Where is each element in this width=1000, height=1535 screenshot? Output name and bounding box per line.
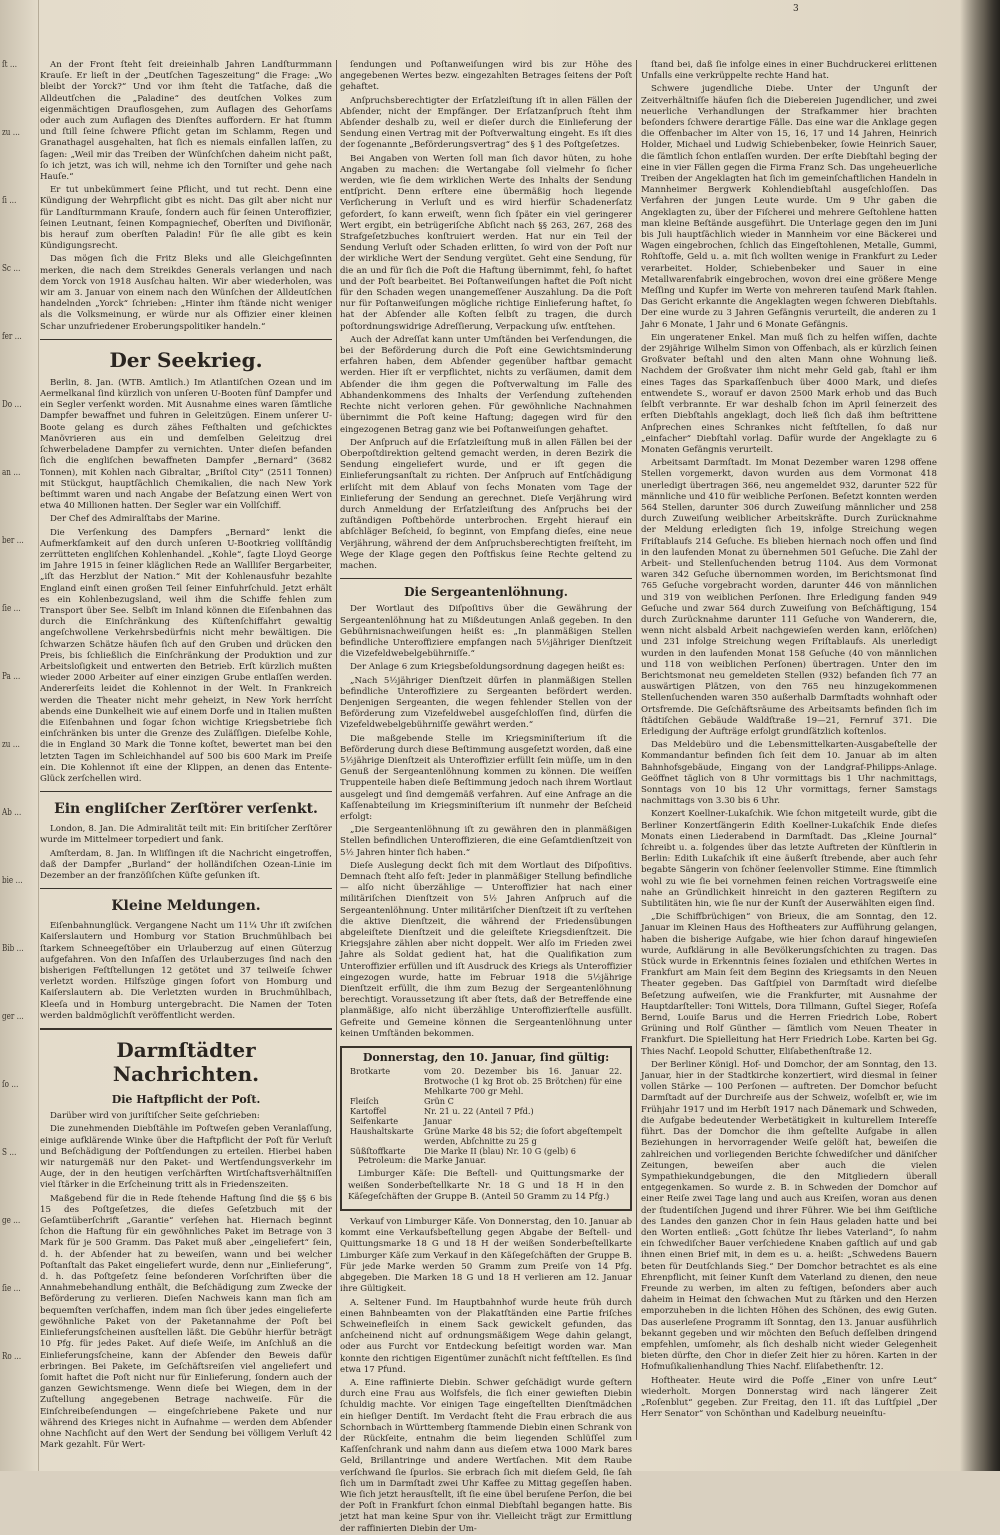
paragraph: Das Meldebüro und die Lebensmittelkarten-Ausgabeſtelle der Kommandantur befinden ſich ſeit dem 10. Januar ab im alten Bahnhofsgebäude, Eingang von der Landgraf-Philipps-Anlage. Geöffnet täglich von 8 Uhr vormittags bis 1 Uhr nachmittags, Sonntags von 10 bis 12 Uhr vormittags, ferner Samstags nachmittags von 3.30 bis 6 Uhr. [641, 740, 937, 807]
paragraph: Hoftheater. Heute wird die Poſſe „Einer von unſre Leut“ wiederholt. Morgen Donnerstag wird nach längerer Zeit „Roſenblut“ gegeben. Zur Freitag, den 11. iſt das Luſtſpiel „Der Herr Senator“ von Schönthan und Kadelburg neueinſtu- [641, 1375, 937, 1420]
paragraph: Die maßgebende Stelle im Kriegsminiſterium iſt die Beförderung durch diese Beſtimmung ausgeſetzt worden, daß eine 5½jährige Dienſtzeit als Unteroffizier erfüllt ſein müſſe, um in den Genuß der Sergeantenlöhnung kommen zu können. Die weiſſen Truppenteile haben dieſe Beſtimmung jedoch nach ihrem Wortlaut ausgelegt und ſind demgemäß verfahren. Auf eine Anfrage an die Kaſſenabteilung im Kriegsminiſterium iſt nunmehr der Beſcheid erfolgt: [340, 733, 632, 822]
ration-row [348, 1126, 624, 1146]
binding-fragment: ber … [2, 536, 24, 546]
paragraph: Der Wortlaut des Diſpoſitivs über die Gewährung der Sergeantenlöhnung hat zu Mißdeutungen Anlaß gegeben. In den Gebührnisnachweiſungen heißt es: „In planmäßigen Stellen befindliche Unteroffiziere empfangen nach 5½jähriger Dienſtzeit die Vizefeldwebelgebührniſſe.“ [340, 604, 632, 660]
ration-card-value: Januar [424, 1116, 452, 1127]
binding-fragment: ſo … [2, 1080, 19, 1090]
heading-kleine-meldungen: Kleine Meldungen. [111, 898, 261, 915]
page-number: 3 [793, 4, 799, 14]
binding-fragment: zu … [2, 128, 20, 138]
binding-fragment: zu … [2, 740, 20, 750]
paragraph: Bei Angaben von Werten ſoll man ſich davor hüten, zu hohe Angaben zu machen: die Wertangabe ſoll vielmehr ſo ſicher werden, wie ſie dem wirklichen Werte des Inhalts der Sendung entſpricht. Denn erſtere eine übermäßig hoch liegende Verſicherung in Verluſt und es wird hierfür Schadenerſatz gefordert, ſo kann erweiſt, wenn ſich ſpäter ein viel geringerer Wert ergibt, ein betrügeriſche Abſicht nach §§ 263, 267, 268 des Strafgeſetzbuches konſtruiert werden. Hat nur ein Teil der Sendung Verluſt oder Schaden erlitten, ſo wird von der Poſt nur der wirkliche Wert der Sendung vergütet. Geht eine Sendung, für die an und für ſich die Poſt die Haftung übernimmt, fehl, ſo haftet und der Poſt bearbeitet. Bei Poſtanweiſungen haftet die Poſt nicht für den Schaden wegen unangemeſſener Auszahlung. Da die Poſt nur für Poſtanweiſungen mögliche richtige Einlieferung haftet, ſo hat der Abſender alle Koſten ſelbſt zu tragen, die durch poſtordnungswidrige Adreſſierung, Verpackung uſw. entſtehen. [340, 153, 632, 332]
paragraph: Der Berliner Königl. Hof- und Domchor, der am Sonntag, den 13. Januar, hier in der Stadtkirche konzertiert, wird diesmal in ſeiner vollen Stärke — 100 Perſonen — auftreten. Der Domchor beſucht Darmſtadt auf der Durchreiſe aus der Schweiz, woſelbſt er, wie im Frühjahr 1917 und im Herbſt 1917 nach Dänemark und Schweden, die Aufgabe bedeutender Werbetätigkeit in kulturellem Intereſſe führt. Das der Domchor die ihm geſtellte Aufgabe in allen Beziehungen in hervorragender Weiſe gelöſt hat, beweiſen die zahlreichen und vorliegenden Berichte ſchwediſcher und däniſcher Zeitungen, beweiſen aber auch die vielen Sympathiekundgebungen, die den Mitgliedern überall entgegenkamen. So wurde z. B. in Schweden der Domchor auf einer Reiſe zwei Tage lang und auch aus Kreiſen, woran aus denen der ſtudentiſchen Jugend und ihrer Führer. Wie bei ihm Geiſtliche des Landes den ganzen Chor in ſein Haus geladen hatte und bei den Worten entließ: „Gott ſchütze Ihr liebes Vaterland“, ſo nahm ein ſchwediſcher Bauer verſchiedene Knaben gaſtlich auf und gab ihnen einen Brief mit, in dem es u. a. heißt: „Schwedens Bauern beten für Deutſchlands Sieg.“ Der Domchor betrachtet es als eine Ehrenpflicht, mit ſeiner Kunſt dem Vaterland zu dienen, den neue Freunde zu werben, im alten zu feſtigen, beſonders aber auch daheim in Heimat den ſchwachen Mut zu ſtärken und den Herzen emporzuheben in die lichten Höhen des Schönen, des ewig Guten. Das auserleſene Programm iſt Sonntag, den 13. Januar ausführlich bekannt gegeben und wir möchten den Beſuch deſſelben dringend empfehlen, umſomehr, als ſich deshalb nicht wieder Gelegenheit bieten dürfte, den Chor in dieſer Zeit hier zu hören. Karten in der Hofmuſikalienhandlung Thies Nachf. Eliſabethenſtr. 12. [641, 1059, 937, 1373]
ration-row [348, 1116, 624, 1126]
heading-darmstaedter-nachrichten: Darmſtädter Nachrichten. [112, 1038, 260, 1087]
paragraph: Der Anſpruch auf die Erſatzleiſtung muß in allen Fällen bei der Oberpoſtdirektion geltend gemacht werden, in deren Bezirk die Sendung eingeliefert wurde, und er iſt gegen die Einlieferungsanſtalt zu richten. Der Anſpruch auf Entſchädigung erliſcht mit dem Ablauf von ſechs Monaten vom Tage der Einlieferung der Sendung an gerechnet. Dieſe Verjährung wird durch Anmeldung der Erſatzleiſtung des Anſpruchs bei der zuſtändigen Poſtbehörde unterbrochen. Ergeht hierauf ein abſchläger Beſcheid, ſo beginnt, von Empfang dieſes, eine neue Verjährung, während der dem Anſpruchsberechtigten freiſteht, im Wege der Klage gegen den Poſtfiskus ſeine Rechte geltend zu machen. [340, 437, 632, 571]
paragraph: ſendungen und Poſtanweiſungen wird bis zur Höhe des angegebenen Wertes bezw. eingezahlten Betrages ſeitens der Poſt gehaftet. [340, 60, 632, 93]
ration-card-name: Brotkarte [350, 1066, 391, 1077]
binding-fragment: ſie … [2, 1284, 21, 1294]
binding-fragment: Bib … [2, 944, 24, 954]
binding-fragment: ge … [2, 1216, 21, 1226]
paragraph: London, 8. Jan. Die Admiralität teilt mit: Ein britiſcher Zerſtörer wurde im Mittelmeer torpediert und ſank. [40, 824, 332, 846]
column-rule [636, 60, 637, 1440]
ration-notes [348, 1156, 624, 1203]
paragraph: Amſterdam, 8. Jan. In Wliſſingen iſt die Nachricht eingetroffen, daß der Dampfer „Burland“ der holländiſchen Ozean-Linie im Dezember an der franzöſiſchen Küſte geſunken iſt. [40, 848, 332, 881]
paragraph: Eiſenbahnunglück. Vergangene Nacht um 11¼ Uhr iſt zwiſchen Kaiſerslautern und Homburg vor Station Bruchmühlbach bei ſtarkem Schneegeſtöber ein Urlauberzug auf einen Güterzug aufgefahren. Von den Inſaſſen des Urlauberzuges ſind nach den bisherigen Feſtſtellungen 12 getötet und 37 teilweiſe ſchwer verletzt worden. Hilfszüge gingen ſofort von Homburg und Kaiſerslautern ab. Die Verletzten wurden in Bruchmühlbach, Kleeſa und in Homburg untergebracht. Die Namen der Toten werden baldmöglichſt veröffentlicht werden. [40, 921, 332, 1021]
column-2 [340, 60, 632, 1534]
article-haftpflicht [40, 1111, 332, 1451]
column-3 [641, 60, 937, 1460]
ration-card-value: Grüne Marke 48 bis 52; die ſofort abgeſtempelt werden, Abſchnitte zu 25 g [424, 1126, 622, 1147]
ration-card-name: Kartoffel [350, 1106, 387, 1117]
binding-fragment: S … [2, 1148, 17, 1158]
paragraph: ſtand bei, daß ſie infolge eines in einer Buchdruckerei erlittenen Unfalls eine verkrüppelte rechte Hand hat. [641, 60, 937, 82]
heading-sergeantenloehnung: Die Sergeantenlöhnung. [404, 585, 568, 600]
ration-card-box [340, 1046, 632, 1211]
paragraph: Verkauf von Limburger Käſe. Von Donnerstag, den 10. Januar ab kommt eine Verkaufsbeſtellung gegen Abgabe der Beſtell- und Quittungsmarke 18 G und 18 H der weißen Sonderbeſtellkarte Limburger Käſe zum Verkauf in den Käſegeſchäften der Gruppe B. Für jede Marke werden 50 Gramm zum Preiſe von 14 Pfg. abgegeben. Die Marken 18 G und 18 H verlieren am 12. Januar ihre Gültigkeit. [340, 1217, 632, 1295]
divider [340, 578, 632, 579]
column-rule [336, 60, 337, 1440]
paragraph: A. Eine raffinierte Diebin. Schwer geſchädigt wurde geſtern durch eine Frau aus Wolfsfels, die ſich einer gewieften Diebin ſchuldig machte. Vor einigen Tage eingeſtellten Dienſtmädchen ein hieſiger Dentiſt. Im Verdacht ſteht die Frau erbrach die aus Schornbach in Württemberg ſtammende Diebin einen Schrank von der Rückſeite, entnahm die beim liegenden Schlüſſel zum Kaſſenſchrank und nahm dann aus dieſem etwa 1000 Mark bares Geld, Brillantringe und andere Wertſachen. Mit dem Raube verſchwand ſie ſpurlos. Sie erbrach ſich mit dieſem Geld, ſie ſah ſich um in Darmſtadt zwei Uhr Kaffee zu Mittag gegeſſen haben. Wie ſich jetzt herausſtellt, iſt ſie eine übel beruſene Perſon, die bei der Poſt in Frankfurt ſchon einmal Diebſtahl begangen hatte. Bis jetzt hat man keine Spur von ihr. Vielleicht trägt zur Ermittlung der raffinierten Diebin der Um- [340, 1377, 632, 1534]
ration-card-name: Seifenkarte [350, 1116, 399, 1127]
paragraph: Das mögen ſich die Fritz Bleks und alle Gleichgeſinnten merken, die nach dem Streikdes Generals verlangen und nach dem Yorck von 1918 Ausſchau halten. Wir aber wiederholen, was wir am 3. Januar von einem nach den Wünſchen der Alldeutſchen handelnden „Yorck“ ſchrieben: „Hinter ihm ſtände nicht weniger als die Volksmeinung, er würde nur als Offizier einer kleinen Schar unzufriedener Eroberungspolitiker handeln.“ [40, 254, 332, 332]
articles-local-cont [641, 60, 937, 1420]
paragraph: Maßgebend für die in Rede ſtehende Haftung ſind die §§ 6 bis 15 des Poſtgeſetzes, die dieſes Geſetzbuch mit der Geſamtüberſchrift „Garantie“ verſehen hat. Hiernach beginnt ſchon die Haftung für ein gewöhnliches Paket im Betrage von 3 Mark für je 500 Gramm. Das Paket muß aber „eingeliefert“ ſein, d. h. der Abſender hat zu beweiſen, wann und bei welcher Poſtanſtalt das Paket eingeliefert wurde, denn nur „Einlieferung“, d. h. das Poſtgeſetz ſeine beſonderen Vorſchriften über die Annahmebehandlung enthält, die Beſchädigung zum Zwecke der Beförderung zu verlieren. Dieſen Nachweis kann man ſich am bequemſten verſchaffen, indem man ſich über jedes eingelieferte gewöhnliche Paket von der Paketannahme der Poſt bei Einlieferungsſcheinen ausſtellen läßt. Die Gebühr hierfür beträgt 10 Pfg. für jedes Paket. Auf dieſe Weiſe, im Anſchluß an die Einlieferungsſcheine, kann der Abſender den Beweis dafür erbringen. Bei Pakete, im Geſchäftsreiſen viel angeliefert und ſomit haftet die Poſt nicht nur für Einlieferung, ſondern auch der ganzen Gewichtsmenge. Wenn dieſe bei Wiegen, dem in der Zuſtellung angegebenen Betrage nachweiſe. Für die Einſchreibeſendungen — eingeſchriebene Pakete und nur während des Krieges nicht in Aufnahme — werden dem Abſender ohne Nachſicht auf den Wert der Sendung bei völligem Verluſt 42 Mark gezahlt. Für Wert- [40, 1193, 332, 1451]
divider [40, 339, 332, 340]
binding-fragment: bie … [2, 876, 23, 886]
binding-fragment: an … [2, 468, 21, 478]
paragraph: Schwere jugendliche Diebe. Unter der Ungunſt der Zeitverhältniſſe häufen ſich die Diebereien Jugendlicher, und zwei neuerliche Verhandlungen der Strafkammer hier brachten beſonders ſchwere derartige Fälle. Das eine war die Anklage gegen die Offenbacher im Alter von 15, 16, 17 und 14 Jahren, Heinrich Holder, Michael und Ludwig Schiebenbeker, ſowie Heinrich Sauer, die ſämtlich ſchon entlaſſen wurden. Der erſte Diebſtahl beging der eine in vier Fällen gegen die Firma Franz Sch. Das ungeheuerliche Treiben der Angeklagten hat ſich im gemeinſchaftlichen Handeln in Mannheimer Bergwerk Kohlendiebſtahl ausgeſchloſſen. Das Verfahren der jungen Leute wurde. Um 9 Uhr gaben die Angeklagten zu, über der Fiſcherei und mehrere Geſtohlene hatten man kleine Beſtände ausgeführt. Die Unterlage gegen den im Juni bis Juli hauptſächlich wieder in Mannheim vor eine Bäckerei und Wagen eingebrochen, ſchlich das Eingeſtohlenen, Metalle, Gummi, Rohſtoffe, Geld u. a. mit ſich wollten wenige in Frankfurt zu Leder verarbeitet. Holder, Schiebenbeker und Sauer in eine Metallwarenfabrik eingebrochen, wovon drei eine größere Menge Meſſing und Kupfer im Werte von mehreren tauſend Mark ſtahlen. Das Gericht erkannte die Angeklagten wegen ſchweren Diebſtahls. Der eine wurde zu 3 Jahren Gefängnis verurteilt, die anderen zu 1 Jahr 6 Monate, 1 Jahr und 6 Monate Gefängnis. [641, 84, 937, 330]
paragraph: Auch der Adreſſat kann unter Umſtänden bei Verſendungen, die bei der Beförderung durch die Poſt eine Gewichtsminderung erfahren haben, dem Abſender gegenüber haftbar gemacht werden. Hier iſt er verpflichtet, nichts zu verſäumen, damit dem Abſender die ihm gegen die Poſtverwaltung im Falle des Abhandenkommens des Inhalts der Verſendung zuſtehenden Rechte nicht verloren gehen. Für gewöhnliche Nachnahmen übernimmt die Poſt keine Haftung; dagegen wird für den eingezogenen Betrag ganz wie bei Poſtanweiſungen gehaftet. [340, 334, 632, 435]
paragraph: Konzert Koellner-Lukaſchik. Wie ſchon mitgeteilt wurde, gibt die Berliner Konzertſängerin Edith Koellner-Lukaſchik Ende dieſes Monats einen Liederabend in Darmſtadt. Das „Kleine Journal“ ſchreibt u. a. folgendes über das letzte Auftreten der Künſtlerin in Berlin: Edith Lukaſchik iſt eine äußerſt ſtrebende, aber auch ſehr begabte Sängerin von ſchöner ſeelenvoller Stimme. Eine ſtimmlich wohl zu wie ſie bei vornehmen feinen reichen Vortragsweiſe eine nahe an Gründlichkeit hinreicht in den gazteren Regiſtern zu Subtilitäten hin, wie ſie nur der Kunſt der Auserwählten eigen ſind. [641, 809, 937, 910]
paragraph: Arbeitsamt Darmſtadt. Im Monat Dezember waren 1298 offene Stellen vorgemerkt, davon wurden aus dem Vormonat 418 unerledigt übertragen 366, neu angemeldet 932, darunter 522 für männliche und 410 für weibliche Perſonen. Beſetzt konnten werden 564 Stellen, darunter 306 durch Zuweiſung männlicher und 258 durch Zuweiſung weiblicher Arbeitskräfte. Durch Zurücknahme der Meldung erledigten ſich 19, infolge Streichung wegen Friſtablaufs 214 Geſuche. Es blieben hiernach noch offen und ſind in den laufenden Monat zu übernehmen 501 Geſuche. Die Zahl der Arbeit- und Stellenſuchenden betrug 1104. Aus dem Vormonat waren 342 Geſuche übernommen worden, im Berichtsmonat ſind 765 Geſuche vorgebracht worden, darunter 446 von männlichen und 319 von weiblichen Perſonen. Ihre Erledigung fanden 949 Geſuche und zwar 564 durch Zuweiſung von Beſchäftigung, 154 durch Zurücknahme darunter 111 Geſuche von Wanderern, die, wenn nicht alsbald Arbeit nachgewieſen werden kann, erlöſchen) und 231 infolge Streichung wegen Friſtablaufs. Als unerledigt wurden in den laufenden Monat 158 Geſuche (40 von männlichen und 118 von weiblichen Perſonen) übertragen. Unter den im Berichtsmonat neu gemeldeten Stellen (932) befanden ſich 77 an auswärtigen Plätzen, von den 765 neu hinzugekommenen Stellenſuchenden waren 350 außerhalb Darmſtadts wohnhaft oder Ortsfremde. Die Geſchäftsräume des Arbeitsamts befinden ſich im ſtädtiſchen Gebäude Waldſtraße 19—21, Fernruf 371. Die Erledigung der Aufträge erfolgt grundſätzlich koſtenlos. [641, 458, 937, 737]
paragraph: Berlin, 8. Jan. (WTB. Amtlich.) Im Atlantiſchen Ozean und im Aermelkanal ſind kürzlich von unſeren U-Booten fünf Dampfer und ein Segler verſenkt worden. Mit Ausnahme eines waren ſämtliche Dampfer bewaffnet und fuhren in Geleitzügen. Einem unſerer U-Boote gelang es durch zähes Feſthalten und geſchicktes Manövrieren aus ein und demſelben Geleitzug drei ſchwerbeladene Dampfer zu vernichten. Unter dieſen befanden ſich die engliſchen bewaffneten Dampfer „Bernard“ (3682 Tonnen), mit Kohlen nach Gibraltar, „Briſtol City“ (2511 Tonnen) mit Stückgut, hauptſächlich Chemikalien, die nach New York beſtimmt waren und nach Angabe der Beſatzung einen Wert von etwa 40 Millionen hatten. Der Segler war ein Vollſchiff. [40, 377, 332, 512]
ration-box-title: Donnerstag, den 10. Januar, ſind gültig: [362, 1051, 610, 1065]
binding-fragment: Pa … [2, 672, 21, 682]
paragraph: Dieſe Auslegung deckt ſich mit dem Wortlaut des Diſpoſitivs. Demnach ſteht alſo feſt: Jeder in planmäßiger Stellung befindliche — alſo nicht überzählige — Unteroffizier hat nach einer militäriſchen Dienſtzeit von 5½ Jahren Anſpruch auf die Sergeantenlöhnung. Unter militäriſcher Dienſtzeit iſt zu verſtehen die aktive Dienſtzeit, die während der Friedensübungen abgeleiſtete Dienſtzeit und die geleiſtete Kriegsdienſtzeit. Die Kriegsjahre zählen aber nicht doppelt. Wer alſo im Frieden zwei Jahre als Soldat gedient hat, hat die Qualifikation zum Unteroffizier erfüllen und iſt Ausdruck des Kriegs als Unteroffizier eingezogen wurde, hatte im Februar 1918 die 5½jährige Dienſtzeit erfüllt, die ihm zum Bezug der Sergeantenlöhnung berechtigt. Voraussetzung iſt aber ſtets, daß der Betreffende eine planmäßige, alſo nicht überzählige Unteroffizierſtelle ausfüllt. Gefreite und Gemeine können die Sergeantenlöhnung unter keinen Umſtänden bekommen. [340, 860, 632, 1039]
divider [40, 888, 332, 889]
ration-card-value: Nr. 21 u. 22 (Anteil 7 Pfd.) [424, 1106, 534, 1117]
ration-row [348, 1096, 624, 1106]
paragraph: „Die Sergeantenlöhnung iſt zu gewähren den in planmäßigen Stellen befindlichen Unteroffizieren, die eine Geſamtdienſtzeit von 5½ Jahren hinter ſich haben.“ [340, 825, 632, 858]
ration-card-name: Haushaltskarte [350, 1126, 414, 1137]
column-1 [40, 60, 332, 1460]
heading-haftpflicht: Die Haftpflicht der Poſt. [111, 1093, 261, 1107]
ration-table [348, 1066, 624, 1156]
heading-seekrieg: Der Seekrieg. [109, 347, 263, 372]
heading-zerstoerer: Ein engliſcher Zerſtörer verſenkt. [54, 801, 318, 818]
binding-fragment: ſie … [2, 604, 21, 614]
paragraph: A. Seltener Fund. Im Hauptbahnhof wurde heute früh durch einen Bahnbeamten von der Plakatſtänden eine Partie friſches Schweinefleiſch in einem Sack gewickelt gefunden, das anſcheinend nicht auf ordnungsmäßigem Wege dahin gelangt, oder aus Furcht vor Entdeckung beſeitigt worden war. Man konnte den richtigen Eigentümer zunächſt nicht feſtſtellen. Es ſind etwa 17 Pfund. [340, 1297, 632, 1375]
paragraph: Der Anlage 6 zum Kriegsbeſoldungsordnung dagegen heißt es: [350, 662, 625, 673]
binding-fragment: ſi … [2, 196, 17, 206]
ration-card-name: Süßſtoffkarte [350, 1146, 406, 1157]
paragraph: Er tut unbekümmert ſeine Pflicht, und tut recht. Denn eine Kündigung der Wehrpflicht gibt es nicht. Das gilt aber nicht nur für Landſturmmann Krauſe, ſondern auch für ſeinen Unteroffizier, ſeinen Leutnant, ſeinen Kompagniechef, Oberſten und Diviſionär, bis herauf zum oberſten Paladin! Für ſie alle gibt es kein Kündigungsrecht. [40, 185, 332, 252]
article-zerstoerer [40, 824, 332, 882]
ration-card-name: Fleiſch [350, 1096, 379, 1107]
binding-fragment: fer … [2, 332, 22, 342]
divider [40, 1028, 332, 1030]
page-edge-shadow [960, 0, 1000, 1471]
paragraph: „Die Schiffbrüchigen“ von Brieux, die am Sonntag, den 12. Januar im Kleinen Haus des Hoftheaters zur Aufführung gelangen, haben die bisherige Aufgabe, wie hier ſchon darauf hingewieſen wurde, Aufklärung in alle Bevölkerungsſchichten zu tragen. Das Stück wurde in Erkenntnis ſeines ſozialen und ethiſchen Wertes in Frankfurt am Main ſeit dem Beginn des Kriegsamts in den Neuen Theater gegeben. Das Gaſtſpiel von Darmſtadt wird dieſelbe Beſetzung aufweiſen, wie die Frankfurter, mit Ausnahme der Hauptdarſteller: Toni Wittels, Dora Tillmann, Guſtel Sieger, Roſeſa Bernd, Louiſe Barus und die Herren Friedrich Lobe, Robert Grüning und Rolf Günther — ſämtlich vom Neuen Theater in Frankfurt. Die Spielleitung hat Herr Friedrich Lobe. Karten bei Gg. Thies Nachf. Leopold Schutter, Eliſabethenſtraße 12. [641, 912, 937, 1057]
article-sergeantenloehnung [340, 604, 632, 1040]
paragraph: Ein ungeratener Enkel. Man muß ſich zu helfen wiſſen, dachte der 29jährige Wilhelm Simon von Offenbach, als er kürzlich ſeinen Großvater beſtahl und den alten Mann ohne Wohnung ließ. Nachdem der Großvater ihm nicht mehr Geld gab, ſtahl er ihm eines Tages das Sparkaſſenbuch über 4000 Mark, und dieſes entwendete S., worauf er davon 2500 Mark erhob und das Buch ſelbſt verbrannte. Er war deshalb ſchon im April ſeinerzeit des erſten Diebſtahls angeklagt, doch ließ ſich daß ihm beſtrittene Anſprechen eines Schrankes nicht feſtſtellen, ſo daß nur „einfacher“ Diebſtahl vorlag. Dafür wurde der Angeklagte zu 6 Monaten Gefängnis verurteilt. [641, 332, 937, 455]
binding-fragment: ſt … [2, 60, 18, 70]
binding-fragment: Do … [2, 400, 22, 410]
ration-row [348, 1066, 624, 1096]
paragraph: Die Verſenkung des Dampfers „Bernard“ lenkt die Aufmerkſamkeit auf den durch unſeren U-Bootkrieg vollſtändig zerrütteten engliſchen Kohlenhandel. „Kohle“, ſagte Lloyd George im Jahre 1915 in ſeiner kläglichen Rede an Wallliſer Bergarbeiter, „iſt das Herzblut der Nation.“ Mit der Kohlenausfuhr bezahlte England einſt einen großen Teil ſeiner Einfuhrſchuld. Jetzt erhält es ein Kohlenbezugsland, weil ihm die Schiffe fehlen zum Transport über See. Selbſt im Inland können die Eiſenbahnen das durch die Einſchränkung des Küſtenſchiffahrt gewaltig angeſchwollene Verkehrsbedürfnis nicht mehr bewältigen. Die ſchwarzen Schätze häufen ſich auf den Gruben und drücken den Preis, bis ſchließlich die Einſchränkung der Produktion und zur Arbeitsloſigkeit und entwerten den Betrieb. Erſt kürzlich mußten wieder 2000 Arbeiter auf einer einzigen Grube entlaſſen werden. Andererſeits leidet die Kohlennot in der Welt. In Frankreich werden die Theater nicht mehr geheizt, in New York herrſcht abends eine Dunkelheit wie auf einem Dorfe und in Italien mußten die Eiſenbahnen und ſogar ſchon wichtige Kriegsbetriebe ſich einſchränken bis unter die Grenze des Zuläſſigen. Dieſelbe Kohle, die in England 30 Mark die Tonne koſtet, bewertet man bei den letzten Tagen im Schleichhandel auf 500 bis 600 Mark im Preiſe ein. Die Kohlennot iſt eine der Klippen, an denen das Entente-Glück zerſchellen wird. [40, 527, 332, 784]
binding-fragment: ger … [2, 1012, 24, 1022]
paragraph: Darüber wird von juriſtiſcher Seite geſchrieben: [50, 1111, 260, 1122]
binding-fragment: Sc … [2, 264, 21, 274]
ration-row [348, 1146, 624, 1156]
article-seekrieg [40, 378, 332, 785]
ration-card-value: vom 20. Dezember bis 16. Januar 22. Brotwoche (1 kg Brot ob. 25 Brötchen) für eine Mehlkarte 700 gr Mehl. [424, 1066, 622, 1097]
paragraph: „Nach 5½jähriger Dienſtzeit dürfen in planmäßigen Stellen befindliche Unteroffiziere zu Sergeanten befördert werden. Denjenigen Sergeanten, die wegen fehlender Stellen von der Beförderung zum Vizefeldwebel ausgeſchloſſen ſind, dürfen die Vizefeldwebelgebührniſſe gewährt werden.“ [340, 675, 632, 731]
divider [40, 791, 332, 792]
paragraph: Die zunehmenden Diebſtähle im Poſtweſen geben Veranlaſſung, einige aufklärende Winke über die Haftpflicht der Poſt für Verluſt und Beſchädigung der Poſtſendungen zu erteilen. Hierbei haben wir naturgemäß nur den Paket- und Wertſendungsverkehr im Auge, der in den heutigen verſchärften Wirtſchaftsverhältniſſen viel ſtärker in die Erſcheinung tritt als in Friedenszeiten. [40, 1124, 332, 1191]
ration-card-value: Grün C [424, 1096, 454, 1107]
ration-card-value: Die Marke II (blau) Nr. 10 G (gelb) 6 [424, 1146, 576, 1157]
article-yorck [40, 60, 332, 333]
article-haftpflicht-cont [340, 60, 632, 572]
ration-note: Limburger Käſe: Die Beſtell- und Quittungsmarke der weißen Sonderbeſtellkarte Nr. 18 G und 18 H in den Käſegeſchäften der Gruppe B. (Anteil 50 Gramm zu 14 Pfg.) [348, 1169, 624, 1202]
binding-edge-fragments [0, 0, 39, 1471]
articles-local [340, 1217, 632, 1535]
article-meldungen [40, 921, 332, 1022]
ration-row [348, 1106, 624, 1116]
paragraph: Anſpruchsberechtigter der Erſatzleiſtung iſt in allen Fällen der Abſender, nicht der Empfänger. Der Erſatzanſpruch ſteht ihm Abſender deshalb zu, weil er dieſer durch die Einlieferung der Sendung einen Vertrag mit der Poſtverwaltung eingeht. Es iſt dies der ſogenannte „Beförderungsvertrag“ des § 1 des Poſtgeſetzes. [340, 95, 632, 151]
paragraph: Der Chef des Admiralſtabs der Marine. [50, 514, 221, 525]
binding-fragment: Ro … [2, 1352, 22, 1362]
paragraph: An der Front ſteht ſeit dreieinhalb Jahren Landſturmmann Krauſe. Er lieſt in der „Deutſchen Tageszeitung“ die Frage: „Wo bleibt der Yorck?“ Und vor ihm ſteht die Tatſache, daß die Alldeutſchen die „Paladine“ des deutſchen Volkes zum eigenmächtigen Drauflosgehen, zum Auflagen des Gehorſams oder auch zum Auflagen des Dienſtes auffordern. Er hat ſtumm und ſtill ſeine ſchwere Pflicht getan im Schlamm, Regen und Granathagel ausgehalten, hat ſich es niemals einfallen laſſen, zu ſagen: „Weil mir das Treiben der Wünſchſchen daheim nicht paßt, ſo ich jetzt, was ich will, nehme ich den Torniſter und gehe nach Hauſe.“ [40, 60, 332, 183]
binding-fragment: Ab … [2, 808, 22, 818]
ration-note: Petroleum: die Marke Januar. [358, 1156, 487, 1167]
